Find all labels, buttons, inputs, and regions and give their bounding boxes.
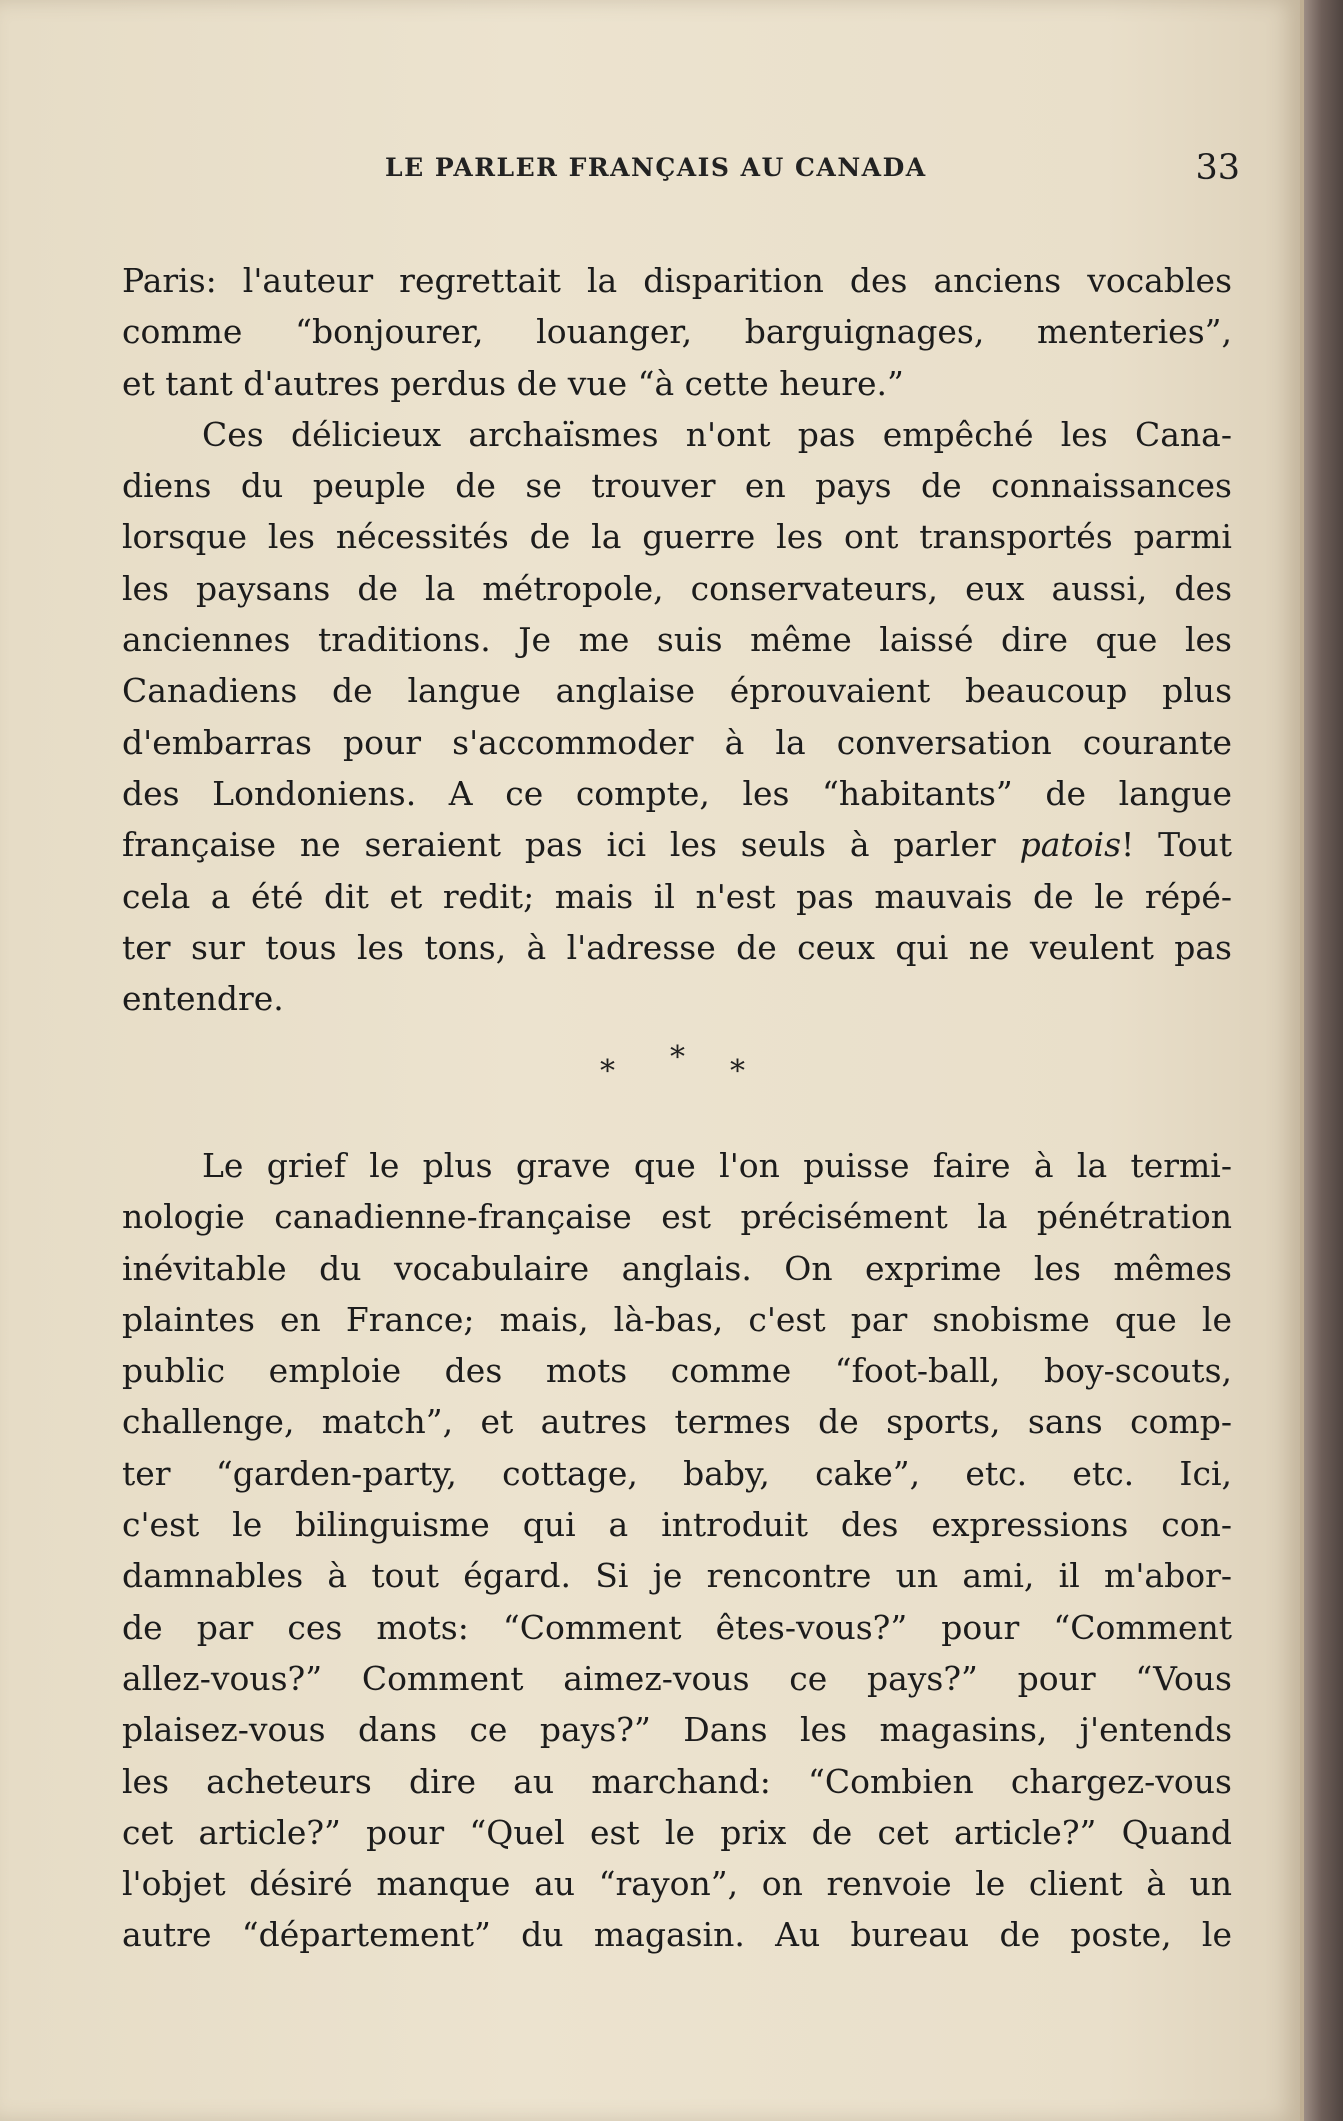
- asterisk: *: [600, 1054, 615, 1089]
- text-line: Ces délicieux archaïsmes n'ont pas empêché les Cana-: [202, 414, 1232, 454]
- text-line: damnables à tout égard. Si je rencontre un ami, il m'abor-: [122, 1556, 1232, 1596]
- text-line: allez-vous?” Comment aimez-vous ce pays?” pour “Vous: [122, 1658, 1232, 1698]
- text-line: plaintes en France; mais, là-bas, c'est par snobisme que le: [122, 1299, 1232, 1339]
- text-line: de par ces mots: “Comment êtes-vous?” pour “Comment: [122, 1607, 1232, 1647]
- text-line: nologie canadienne-française est précisément la pénétration: [122, 1197, 1232, 1237]
- text-line: ter sur tous les tons, à l'adresse de ceux qui ne veulent pas: [122, 927, 1232, 967]
- text-line: ter “garden-party, cottage, baby, cake”, etc. etc. Ici,: [122, 1453, 1232, 1493]
- text-line: l'objet désiré manque au “rayon”, on renvoie le client à un: [122, 1864, 1232, 1904]
- text-line: public emploie des mots comme “foot-ball, boy-scouts,: [122, 1351, 1232, 1391]
- text-line: d'embarras pour s'accommoder à la conversation courante: [122, 722, 1232, 762]
- text-line: Canadiens de langue anglaise éprouvaient beaucoup plus: [122, 671, 1232, 711]
- text-line: plaisez-vous dans ce pays?” Dans les magasins, j'entends: [122, 1710, 1232, 1750]
- text-line: les paysans de la métropole, conservateurs, eux aussi, des: [122, 568, 1232, 608]
- text-line: cet article?” pour “Quel est le prix de cet article?” Quand: [122, 1812, 1232, 1852]
- text-line: autre “département” du magasin. Au bureau de poste, le: [122, 1915, 1232, 1955]
- page-edge-shadow: [1304, 0, 1343, 2121]
- text-line: Paris: l'auteur regrettait la disparition des anciens vocables: [122, 261, 1232, 300]
- italic-word: patois: [1019, 825, 1122, 865]
- text-line: les acheteurs dire au marchand: “Combien chargez-vous: [122, 1761, 1232, 1801]
- body-text-block: [122, 255, 1232, 1024]
- text-line: diens du peuple de se trouver en pays de connaissances: [122, 466, 1232, 506]
- running-head-title: LE PARLER FRANÇAIS AU CANADA: [385, 153, 927, 182]
- text-line: des Londoniens. A ce compte, les “habitants” de langue: [122, 773, 1232, 813]
- text-line: cela a été dit et redit; mais il n'est pas mauvais de le répé-: [122, 876, 1232, 916]
- text-fragment: ! Tout: [1121, 825, 1232, 865]
- asterisk: *: [670, 1040, 685, 1075]
- text-line: lorsque les nécessités de la guerre les ont transportés parmi: [122, 517, 1232, 557]
- text-line: Le grief le plus grave que l'on puisse faire à la termi-: [202, 1146, 1232, 1185]
- text-line: inévitable du vocabulaire anglais. On exprime les mêmes: [122, 1248, 1232, 1288]
- body-text-block: [122, 1140, 1232, 1961]
- text-line: entendre.: [122, 979, 284, 1019]
- text-line: comme “bonjourer, louanger, barguignages, menteries”,: [122, 312, 1232, 352]
- text-line: [122, 819, 1232, 870]
- text-line: challenge, match”, et autres termes de sports, sans comp-: [122, 1402, 1232, 1442]
- text-line: et tant d'autres perdus de vue “à cette heure.”: [122, 363, 904, 403]
- text-line: c'est le bilinguisme qui a introduit des expressions con-: [122, 1505, 1232, 1545]
- text-line: anciennes traditions. Je me suis même laissé dire que les: [122, 620, 1232, 660]
- page-number: 33: [1195, 148, 1240, 188]
- asterisk: *: [730, 1054, 745, 1089]
- text-fragment: française ne seraient pas ici les seuls à parler: [122, 825, 996, 865]
